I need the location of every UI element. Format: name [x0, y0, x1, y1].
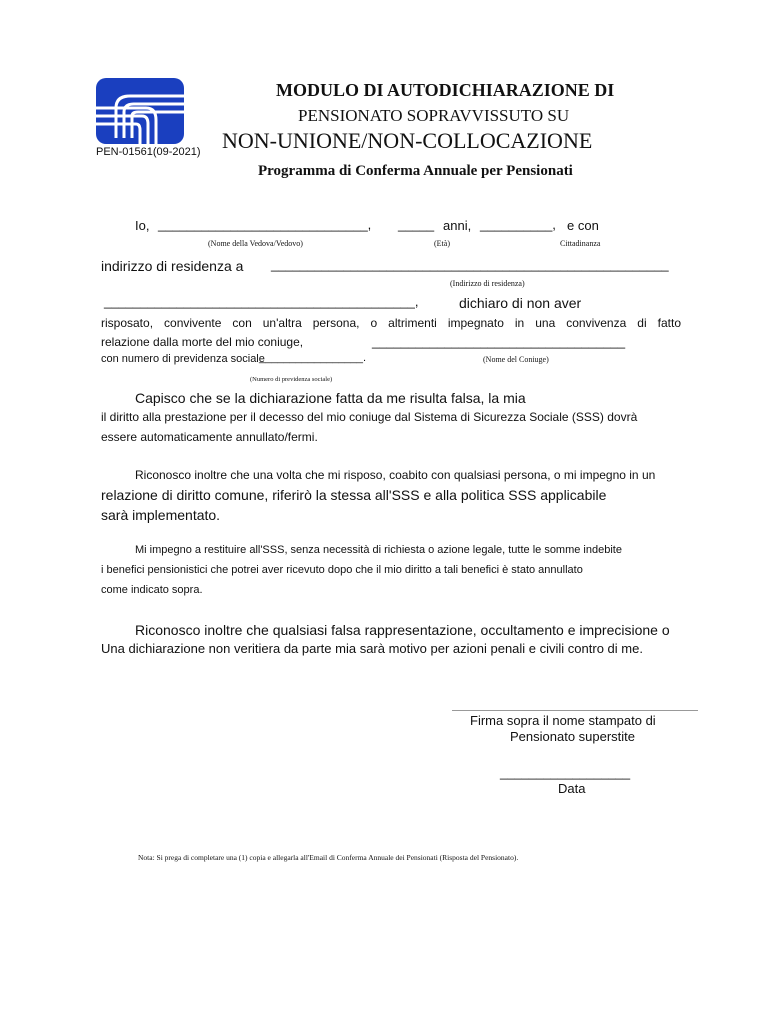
sss-number-caption: (Numero di previdenza sociale) — [250, 376, 333, 383]
age-field[interactable]: _____ — [398, 217, 435, 232]
sss-logo-icon — [96, 78, 184, 144]
declare-field[interactable]: ___________________________________________, — [104, 294, 419, 309]
paragraph3-line3: come indicato sopra. — [101, 584, 203, 596]
form-title-line3: NON-UNIONE/NON-COLLOCAZIONE — [222, 128, 593, 153]
signature-line[interactable] — [452, 710, 698, 711]
signature-label-line2: Pensionato superstite — [510, 729, 636, 744]
date-label: Data — [558, 781, 586, 796]
name-caption: (Nome della Vedova/Vedovo) — [208, 239, 303, 248]
sss-number-field[interactable]: _________________. — [259, 352, 367, 364]
anni-label: anni, — [443, 218, 472, 233]
paragraph4-line2: Una dichiarazione non veritiera da parte mia sarà motivo per azioni penali e civili contro di me. — [101, 641, 643, 656]
e-con-label: e con — [567, 218, 599, 233]
form-subtitle: Programma di Conferma Annuale per Pensionati — [258, 163, 573, 179]
paragraph2-line1: Riconosco inoltre che una volta che mi risposo, coabito con qualsiasi persona, o mi impegno in un — [135, 468, 656, 482]
sss-logo — [96, 78, 184, 144]
signature-label-line1: Firma sopra il nome stampato di — [470, 713, 656, 728]
form-code: PEN-01561(09-2021) — [96, 146, 201, 158]
paragraph1-line3: essere automaticamente annullato/fermi. — [101, 430, 318, 444]
spouse-name-field[interactable]: ___________________________________ — [372, 334, 626, 349]
address-caption: (Indirizzo di residenza) — [450, 279, 525, 288]
form-title-line1: MODULO DI AUTODICHIARAZIONE DI — [276, 80, 615, 100]
citizenship-field[interactable]: __________, — [480, 217, 556, 232]
form-title-line2: PENSIONATO SOPRAVVISSUTO SU — [298, 106, 570, 125]
relazione-line: relazione dalla morte del mio coniuge, — [101, 335, 304, 349]
io-label: Io, — [135, 218, 150, 233]
paragraph2-line2: relazione di diritto comune, riferirò la stessa all'SSS e alla politica SSS applicabile — [101, 487, 607, 503]
paragraph4-line1: Riconosco inoltre che qualsiasi falsa rappresentazione, occultamento e imprecisione o — [135, 622, 670, 638]
paragraph1-line1: Capisco che se la dichiarazione fatta da me risulta falsa, la mia — [135, 390, 526, 406]
paragraph2-line3: sarà implementato. — [101, 507, 221, 523]
address-label: indirizzo di residenza a — [101, 258, 244, 274]
spouse-caption: (Nome del Coniuge) — [483, 355, 549, 364]
citizenship-caption: Cittadinanza — [560, 239, 601, 248]
paragraph1-line2: il diritto alla prestazione per il decesso del mio coniuge dal Sistema di Sicurezza Sociale (SSS) dovrà — [101, 410, 638, 424]
paragraph3-line2: i benefici pensionistici che potrei aver ricevuto dopo che il mio diritto a tali benefici è stato annullato — [101, 564, 583, 576]
date-field[interactable]: __________________ — [500, 765, 631, 780]
address-field[interactable]: _______________________________________________________ — [271, 257, 669, 272]
sss-number-label: con numero di previdenza sociale — [101, 353, 265, 365]
paragraph3-line1: Mi impegno a restituire all'SSS, senza necessità di richiesta o azione legale, tutte le somme indebite — [135, 544, 622, 556]
name-field[interactable]: _____________________________, — [158, 217, 372, 232]
risposato-line: risposato, convivente con un'altra persona, o altrimenti impegnato in una convivenza di fatto — [101, 316, 681, 330]
footer-note: Nota: Si prega di completare una (1) copia e allegarla all'Email di Conferma Annuale dei Pensionati (Risposta del Pensionato). — [138, 853, 519, 862]
declare-text: dichiaro di non aver — [459, 295, 582, 311]
age-caption: (Età) — [434, 239, 450, 248]
